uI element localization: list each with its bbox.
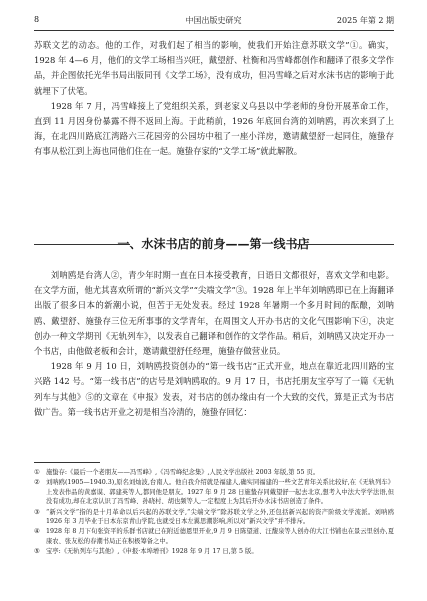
footnote-marker: ③	[34, 508, 40, 516]
footnote	[34, 508, 394, 527]
footnote	[34, 547, 394, 556]
section-title: 一、水沫书店的前身——第一线书店	[117, 237, 310, 251]
paragraph: 苏联文艺的动态。他的工作，对我们起了相当的影响，使我们开始注意苏联文学”①。确实，1928 年 4—6 月，他们的文学工场相当兴旺，戴望舒、杜衡和冯雪峰都创作和翻译了很多文学作品，并企图依托光华书局出版同刊《文学工场》，没有成功，但冯雪峰之后对水沫书店的影响于此就埋下了伏笔。	[34, 40, 394, 96]
footnote	[34, 468, 394, 477]
footnote-marker: ①	[34, 469, 40, 476]
paragraph: 刘呐鸥是台湾人②，青少年时期一直在日本接受教育，日语日文都很好，喜欢文学和电影。在文学方面，他尤其喜欢所谓的“新兴文学”“尖端文学”③。1928 年上半年刘呐鸥即已在上海翻译出版了很多日本的新潮小说，但苦于无处发表。经过 1928 年暑期一个多月时间的酝酿，刘呐鸥、戴望舒、施蛰存三位无所事事的文学青年，在周围文人开办书店的文化气围影响下④，决定创办一种文学期刊《无轨列车》，以发表自己翻译和创作的文学作品。稍后，刘呐鸥又决定开办一个书店，由他做老板和会计，邀请戴望舒任经理，施蛰存做营业员。	[34, 270, 394, 357]
page-number: 8	[34, 15, 40, 24]
footnote-text: 宝亭:《无轨列车与其他》,《申报·本埠增刊》1928 年 9 月 17 日,第 5 版。	[46, 548, 258, 556]
footnote-text: “新兴文学”指的是十月革命以后兴起的苏联文学,“尖端文学”除苏联文学之外,还包括新兴起的资产阶级文学流派。刘呐鸥 1926 年 3 月毕业于日本东京青山学院,也就受日本左翼思潮影响,所以对“新兴文学”并不排斥。	[46, 508, 394, 526]
running-header	[0, 0, 427, 36]
footnote-text: 刘呐鸥(1905—1940.3),原名刘灿波,台南人。他自我介绍就是福建人,确实同福建的一些文艺青年关系比较好,在《无轨列车》上发表作品的黄嘉谟、郭建英等人,都同他是朋友。1927 年 9 月 28 日施蛰存同戴望舒一起去北京,想考入中法大学学法语,但没有成功,却在北京认识了冯雪峰、孙晓村、胡也频等人,一定程度上为其后开办水沫书店创造了条件。	[46, 479, 394, 506]
footnotes	[34, 468, 394, 558]
footnote	[34, 478, 394, 506]
footnote-divider	[34, 462, 100, 463]
section-body	[34, 268, 394, 420]
footnote-text: 1928 年 8 月下旬张资平的乐群书店就已在附近德恩里开业,9 月 9 日陈望道、汪馥泉等人创办的大江书铺也在景云里创办,夏康农、张友松的春潮书局正在积极筹备之中。	[46, 528, 394, 545]
issue-label: 2025 年第 2 期	[336, 16, 394, 25]
footnote-text: 施蛰存:《最后一个老朋友——冯雪峰》,《冯雪峰纪念集》,人民文学出版社 2003 年版,第 55 页。	[46, 469, 320, 476]
paragraph: 1928 年 7 月，冯雪峰接上了党组织关系，到老家义乌县以中学老师的身份开展革命工作，直到 11 月因身份暴露不得不返回上海。于此稍前，1926 年底回台湾的刘呐鸥，再次来到了上海，在北四川路底江湾路六三花园旁的公园坊中租了一座小洋房，邀请戴望舒一起同住，施蛰存有事从松江到上海也同他们住在一起。施蛰存家的“文学工场”就此解散。	[34, 100, 394, 157]
intro-text	[34, 38, 394, 160]
paragraph: 1928 年 9 月 10 日，刘呐鸥投资创办的“第一线书店”正式开业，地点在靠近北四川路的宝兴路 142 号。“第一线书店”的店号是刘呐鸥取的。9 月 17 日，书店托朋友宝亭写了一篇《无轨列车与其他》⑤的文章在《申报》发表，对书店的创办缘由有一个大致的交代，算是正式为书店做广告。第一线书店开业之初是相当冷清的，施蛰存回忆：	[34, 361, 394, 417]
footnote-marker: ②	[34, 479, 40, 487]
journal-title: 中国出版史研究	[185, 16, 242, 25]
footnote-marker: ④	[34, 528, 40, 536]
footnote	[34, 527, 394, 546]
section-heading	[0, 230, 427, 260]
section-rule-right	[297, 244, 394, 245]
header-divider	[34, 30, 394, 31]
footnote-marker: ⑤	[34, 548, 40, 556]
